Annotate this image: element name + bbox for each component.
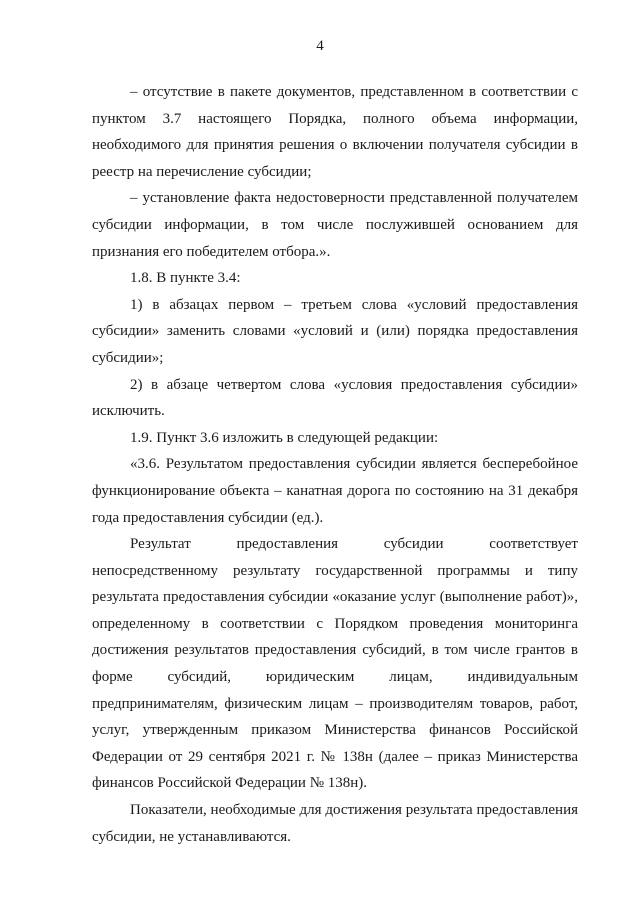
paragraph-false-information: – установление факта недостоверности представленной получателем субсидии информации, в том числе послужившей основанием для признания его победителем отбора.». (92, 190, 578, 260)
page-number: 4 (316, 38, 324, 54)
paragraph-clause-3-6: «3.6. Результатом предоставления субсидии является бесперебойное функционирование объекта – канатная дорога по состоянию на 31 декабря года предоставления субсидии (ед.). (92, 456, 578, 526)
paragraph-item-1-8: 1.8. В пункте 3.4: (130, 270, 241, 287)
paragraph-item-1-9: 1.9. Пункт 3.6 изложить в следующей редакции: (130, 429, 439, 446)
paragraph-subitem-1: 1) в абзацах первом – третьем слова «условий предоставления субсидии» заменить словами «условий и (или) порядка предоставления субсидии»; (92, 296, 578, 366)
paragraph-subitem-2: 2) в абзаце четвертом слова «условия предоставления субсидии» исключить. (92, 376, 578, 420)
paragraph-missing-documents: – отсутствие в пакете документов, представленном в соответствии с пунктом 3.7 настоящего Порядка, полного объема информации, необходимого для принятия решения о включении получателя субсидии в реестр на перечисление субсидии; (92, 84, 578, 180)
document-body (92, 79, 578, 850)
paragraph-indicators: Показатели, необходимые для достижения результата предоставления субсидии, не устанавливаются. (92, 802, 578, 845)
paragraph-result-correspondence: Результат предоставления субсидии соответствует непосредственному результату государственной программы и типу результата предоставления субсидии «оказание услуг (выполнение работ)», определенному в соответствии с Порядком проведения мониторинга достижения результатов предоставления субсидий, в том числе грантов в форме субсидий, юридическим лицам, индивидуальным предпринимателям, физическим лицам – производителям товаров, работ, услуг, утвержденным приказом Министерства финансов Российской Федерации от 29 сентября 2021 г. № 138н (далее – приказ Министерства финансов Российской Федерации № 138н). (92, 536, 578, 792)
